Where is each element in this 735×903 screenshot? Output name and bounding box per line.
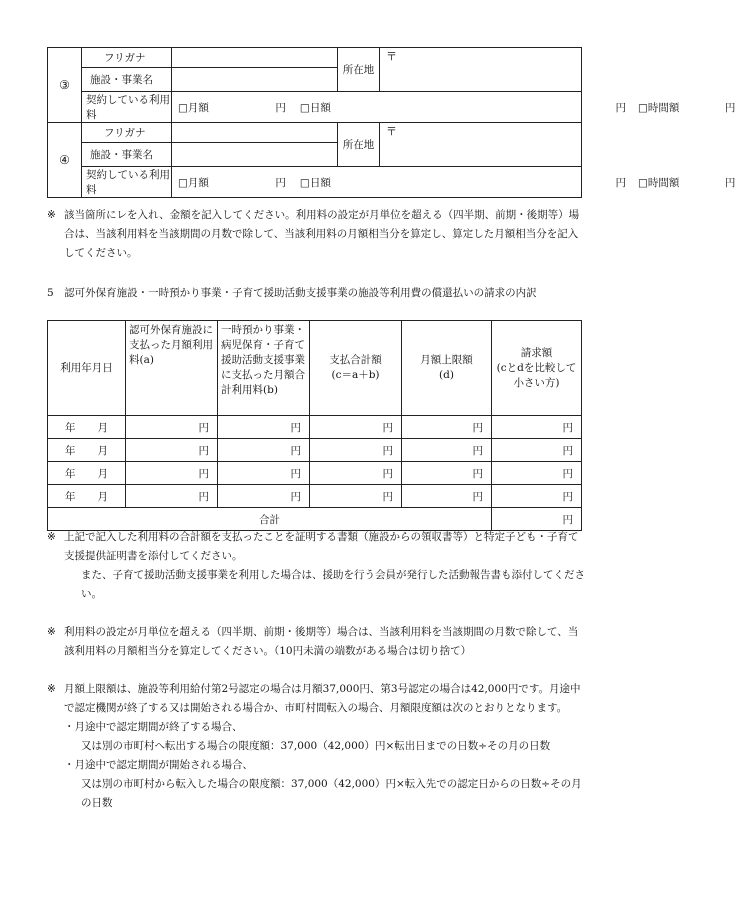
bullet-start-period: ・月途中で認定期間が開始される場合、	[64, 759, 253, 771]
hourly-yen: 円	[724, 101, 735, 114]
furigana-field[interactable]	[172, 123, 338, 143]
amount-a[interactable]: 円	[126, 416, 218, 439]
bullet-start-period-detail: 又は別の市町村から転入した場合の限度額：37,000（42,000）円×転入先での認定日からの日数÷その月の日数	[81, 778, 582, 809]
note-text: 上記で記入した利用料の合計額を支払ったことを証明する書類（施設からの領収書等）と特定子ども・子育て支援提供証明書を添付してください。	[64, 531, 579, 562]
hourly-checkbox[interactable]: □時間額	[638, 176, 680, 189]
daily-checkbox[interactable]: □日額	[299, 101, 331, 114]
bullet-end-period: ・月途中で認定期間が終了する場合、	[64, 721, 243, 733]
table-row	[48, 485, 582, 508]
fee-label: 契約している利用料	[82, 167, 172, 198]
date-cell[interactable]: 年 月	[48, 416, 126, 439]
amount-claim[interactable]: 円	[492, 439, 582, 462]
note-text: 利用料の設定が月単位を超える（四半期、前期・後期等）場合は、当該利用料を当該期間の月数で除して、当該利用料の月額相当分を算定してください。（10円未満の端数がある場合は切り捨て）	[64, 626, 579, 657]
location-field[interactable]	[380, 123, 582, 167]
furigana-field[interactable]	[172, 48, 338, 68]
table-row	[48, 439, 582, 462]
amount-claim[interactable]: 円	[492, 485, 582, 508]
header-claim-amount: 請求額 (cとdを比較して小さい方)	[492, 321, 582, 416]
breakdown-table	[47, 320, 582, 531]
note-checkbox-instructions	[47, 206, 587, 263]
amount-claim[interactable]: 円	[492, 462, 582, 485]
note-fee-period	[47, 623, 587, 661]
amount-d[interactable]: 円	[402, 439, 492, 462]
header-date: 利用年月日	[48, 321, 126, 416]
location-label: 所在地	[338, 123, 380, 167]
note-mark: ※	[47, 626, 56, 638]
amount-c[interactable]: 円	[310, 416, 402, 439]
header-unlicensed-fee: 認可外保育施設に支払った月額利用料(a)	[126, 321, 218, 416]
amount-b[interactable]: 円	[218, 416, 310, 439]
postal-mark: 〒	[386, 50, 397, 63]
bullet-end-period-detail: 又は別の市町村へ転出する場合の限度額：37,000（42,000）円×転出日までの日数÷その月の日数	[81, 740, 551, 752]
facility-name-label: 施設・事業名	[82, 68, 172, 92]
facility-number: ③	[48, 48, 82, 123]
amount-d[interactable]: 円	[402, 485, 492, 508]
total-amount[interactable]: 円	[492, 508, 582, 531]
amount-b[interactable]: 円	[218, 485, 310, 508]
note-mark: ※	[47, 683, 56, 695]
fee-options[interactable]	[172, 92, 582, 123]
table-row	[48, 462, 582, 485]
facility-name-label: 施設・事業名	[82, 143, 172, 167]
amount-c[interactable]: 円	[310, 485, 402, 508]
note-monthly-limit	[47, 680, 587, 813]
postal-mark: 〒	[386, 125, 397, 138]
amount-a[interactable]: 円	[126, 439, 218, 462]
daily-checkbox[interactable]: □日額	[299, 176, 331, 189]
fee-options[interactable]	[172, 167, 582, 198]
amount-d[interactable]: 円	[402, 462, 492, 485]
fee-label: 契約している利用料	[82, 92, 172, 123]
hourly-yen: 円	[724, 176, 735, 189]
note-mark: ※	[47, 531, 56, 543]
monthly-yen: 円	[275, 176, 286, 189]
monthly-checkbox[interactable]: □月額	[178, 101, 209, 114]
note-text: 月額上限額は、施設等利用給付第2号認定の場合は月額37,000円、第3号認定の場合は42,000円です。月途中で認定機関が終了する又は開始される場合か、市町村間転入の場合、月額限度額は次のとおりとなります。	[64, 683, 581, 714]
facility-name-field[interactable]	[172, 143, 338, 167]
monthly-yen: 円	[275, 101, 286, 114]
amount-a[interactable]: 円	[126, 485, 218, 508]
daily-yen: 円	[615, 101, 626, 114]
amount-c[interactable]: 円	[310, 462, 402, 485]
date-cell[interactable]: 年 月	[48, 462, 126, 485]
location-label: 所在地	[338, 48, 380, 92]
facility-table	[47, 47, 735, 198]
header-monthly-limit: 月額上限額 (d)	[402, 321, 492, 416]
note-mark: ※	[47, 209, 56, 221]
note-text-2: また、子育て援助活動支援事業を利用した場合は、援助を行う会員が発行した活動報告書も添付してください。	[81, 569, 585, 600]
total-label: 合計	[48, 508, 492, 531]
facility-name-field[interactable]	[172, 68, 338, 92]
amount-a[interactable]: 円	[126, 462, 218, 485]
section-5-title: 5 認可外保育施設・一時預かり事業・子育て援助活動支援事業の施設等利用費の償還払いの請求の内訳	[47, 287, 537, 299]
furigana-label: フリガナ	[82, 123, 172, 143]
date-cell[interactable]: 年 月	[48, 439, 126, 462]
furigana-label: フリガナ	[82, 48, 172, 68]
hourly-checkbox[interactable]: □時間額	[638, 101, 680, 114]
amount-b[interactable]: 円	[218, 439, 310, 462]
daily-yen: 円	[615, 176, 626, 189]
header-temporary-fee: 一時預かり事業・病児保育・子育て援助活動支援事業に支払った月額合計利用料(b)	[218, 321, 310, 416]
facility-number: ④	[48, 123, 82, 198]
date-cell[interactable]: 年 月	[48, 485, 126, 508]
note-attachments	[47, 528, 587, 604]
amount-claim[interactable]: 円	[492, 416, 582, 439]
amount-d[interactable]: 円	[402, 416, 492, 439]
location-field[interactable]	[380, 48, 582, 92]
amount-c[interactable]: 円	[310, 439, 402, 462]
amount-b[interactable]: 円	[218, 462, 310, 485]
monthly-checkbox[interactable]: □月額	[178, 176, 209, 189]
note-text: 該当箇所にレを入れ、金額を記入してください。利用料の設定が月単位を超える（四半期、前期・後期等）場合は、当該利用料を当該期間の月数で除して、当該利用料の月額相当分を算定し、算定した月額相当分を記入してください。	[64, 209, 580, 259]
header-total-paid: 支払合計額 (c＝a＋b)	[310, 321, 402, 416]
table-row	[48, 416, 582, 439]
